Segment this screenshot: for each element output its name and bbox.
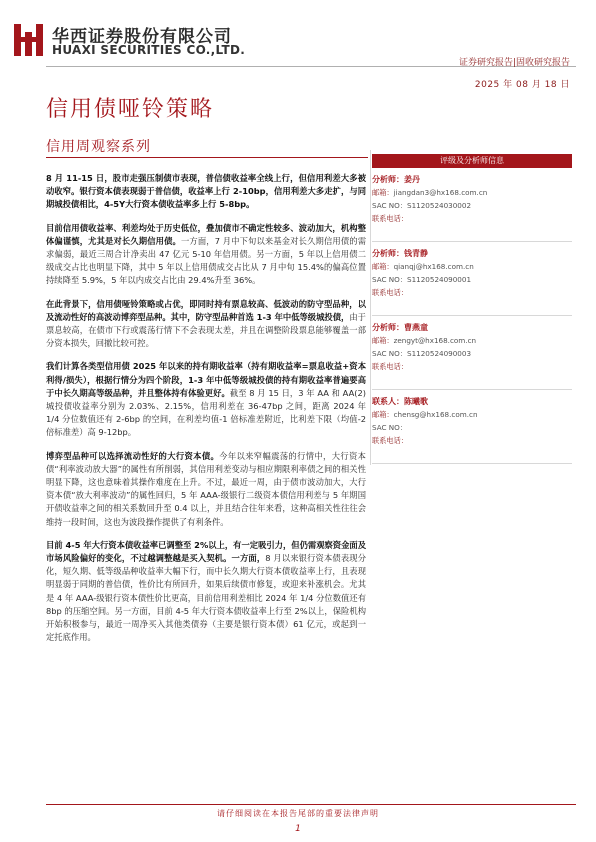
analyst-email-row: [372, 408, 572, 421]
phone-label: 联系电话：: [372, 362, 408, 371]
analyst-name: 分析师：姜丹: [372, 175, 420, 184]
paragraph-bold: 目前信用债收益率、利差均处于历史低位，叠加债市不确定性较多、波动加大，机构整体偏谨慎，尤其是对长久期信用债。: [46, 222, 366, 246]
analyst-card: [372, 316, 572, 390]
paragraph: [46, 298, 366, 351]
page-number: 1: [295, 824, 301, 834]
company-name-en: HUAXI SECURITIES CO.,LTD.: [52, 43, 246, 57]
analyst-email[interactable]: qianqj@hx168.com.cn: [393, 262, 474, 271]
paragraph-bold: 在此背景下，信用债哑铃策略或占优，即同时持有票息较高、低波动的防守型品种，以及流动性好的高波动博弈型品种。其中，防守型品种首选 1-3 年中低等级城投债，: [46, 298, 366, 322]
report-date: 2025 年 08 月 18 日: [474, 80, 570, 90]
paragraph-normal: 由于票息较高，在债市下行或震荡行情下不会表现太差，并且在调整阶段票息能够覆盖一部分资本损失，回撤比较可控。: [46, 311, 366, 349]
paragraph-bold: 博弈型品种可以选择流动性好的大行资本债。: [46, 450, 220, 461]
phone-label: 联系电话：: [372, 214, 408, 223]
analyst-email[interactable]: jiangdan3@hx168.com.cn: [393, 188, 488, 197]
analyst-email[interactable]: zengyt@hx168.com.cn: [393, 336, 477, 345]
analyst-name: 分析师：钱青静: [372, 249, 428, 258]
sidebar-header: 评级及分析师信息: [372, 154, 572, 168]
main-text: [46, 172, 366, 655]
sidebar-divider: [370, 150, 371, 465]
analyst-sac: SAC NO：S1120524030002: [372, 201, 472, 210]
paragraph-normal: 8 月以来银行资本债表现分化，短久期、低等级品种收益率大幅下行，而中长久期大行资本债收益率上行，且表现明显弱于同期的普信债，性价比有所回升，如果后续债市修复，或迎来补涨机会。尤其是 4 年 AAA-级银行资本债性价比更高，目前信用利差相比 2024 年 1/4 分位数值还有 8bp 的压缩空间。另一方面，目前 4-5 年大行资本债收益率上行至 2%以上，保险机构开始积极参与，最近一周净买入其他类债券（主要是银行资本债）61 亿元，或起到一定托底作用。: [46, 553, 366, 643]
paragraph: [46, 222, 366, 288]
paragraph: [46, 360, 366, 439]
doc-type-label: 证券研究报告|固收研究报告: [458, 58, 570, 68]
paragraph-normal: 截至 8 月 15 日，3 年 AA 和 AA(2)城投债收益率分别为 2.03%、2.15%，信用利差在 36-47bp 之间，距离 2024 年 1/4 分位数值还有 2-6bp 的空间，在利差均值-1 倍标准差附近，比利差下限（均值-2 倍标准差）高 9-12bp。: [46, 387, 366, 438]
paragraph-bold: 我们计算各类型信用债 2025 年以来的持有期收益率（持有期收益率=票息收益+资本利得/损失），根据行情分为四个阶段，1-3 年中低等级城投债的持有期收益率普遍要高于中长久期高等级品种，并且整体持有体验更好。: [46, 361, 366, 398]
analyst-name: 联系人：陈曦歌: [372, 397, 428, 406]
paragraph-bold: 目前 4-5 年大行资本债收益率已调整至 2%以上，有一定吸引力，但仍需观察资金面及市场风险偏好的变化，不过越调整越是买入契机。一方面，: [46, 539, 366, 564]
email-label: 邮箱：: [372, 262, 394, 271]
report-series: 信用周观察系列: [46, 139, 151, 155]
paragraph-normal: 今年以来窄幅震荡的行情中，大行资本债“利率波动放大器”的属性有所削弱，其信用利差变动与相应期限利率债之间的相关性明显下降，这也意味着其操作难度在上升。不过，最近一周，由于债市波动加大，大行资本债“放大利率波动”的属性回归，5 年 AAA-级银行二级资本债信用利差与 5 年期国开债收益率之间的相关系数回升至 0.4 以上，并且结合往年来看，这种高相关性往往会维持一段时间，这也为波段操作提供了有利条件。: [46, 450, 366, 527]
legal-notice: 请仔细阅读在本报告尾部的重要法律声明: [217, 809, 379, 818]
phone-label: 联系电话：: [372, 436, 408, 445]
email-label: 邮箱：: [372, 410, 394, 419]
paragraph-normal: 一方面，7 月中下旬以来基金对长久期信用债的需求偏弱，最近三周合计净卖出 47 亿元 5-10 年信用债。另一方面，5 年以上信用债二级成交占比也明显下降，其中 5 年以上信用债成交占比从 7 月中旬 15.4%的偏高位置持续降至 5.9%，5 年以内成交占比由 29.4%升至 36%。: [46, 235, 366, 286]
analyst-sidebar: [372, 150, 572, 464]
analyst-email[interactable]: chensg@hx168.com.cn: [393, 410, 478, 419]
paragraph: [46, 450, 366, 529]
analyst-sac: SAC NO：: [372, 423, 408, 432]
analyst-card: [372, 168, 572, 242]
phone-label: 联系电话：: [372, 288, 408, 297]
analyst-sac: SAC NO：S1120524090001: [372, 275, 472, 284]
paragraph: [46, 539, 366, 645]
paragraph-bold: 8 月 11-15 日，股市走强压制债市表现，普信债收益率全线上行，但信用利差大多被动收窄。银行资本债表现弱于普信债，收益率上行 2-10bp，信用利差大多走扩，与同期城投债相比，4-5Y大行资本债收益率多上行 5-8bp。: [46, 173, 366, 210]
huaxi-logo-icon: [14, 22, 44, 58]
analyst-email-row: [372, 260, 572, 273]
analyst-name: 分析师：曹燕童: [372, 323, 428, 332]
paragraph: [46, 172, 366, 212]
series-rule: [46, 157, 368, 158]
report-title: 信用债哑铃策略: [46, 97, 215, 122]
footer-rule: [46, 804, 576, 805]
analyst-sac: SAC NO：S1120524090003: [372, 349, 472, 358]
email-label: 邮箱：: [372, 336, 394, 345]
analyst-email-row: [372, 334, 572, 347]
analyst-card: [372, 390, 572, 464]
analyst-email-row: [372, 186, 572, 199]
analyst-card: [372, 242, 572, 316]
email-label: 邮箱：: [372, 188, 394, 197]
company-name-cn: 华西证券股份有限公司: [52, 27, 232, 47]
